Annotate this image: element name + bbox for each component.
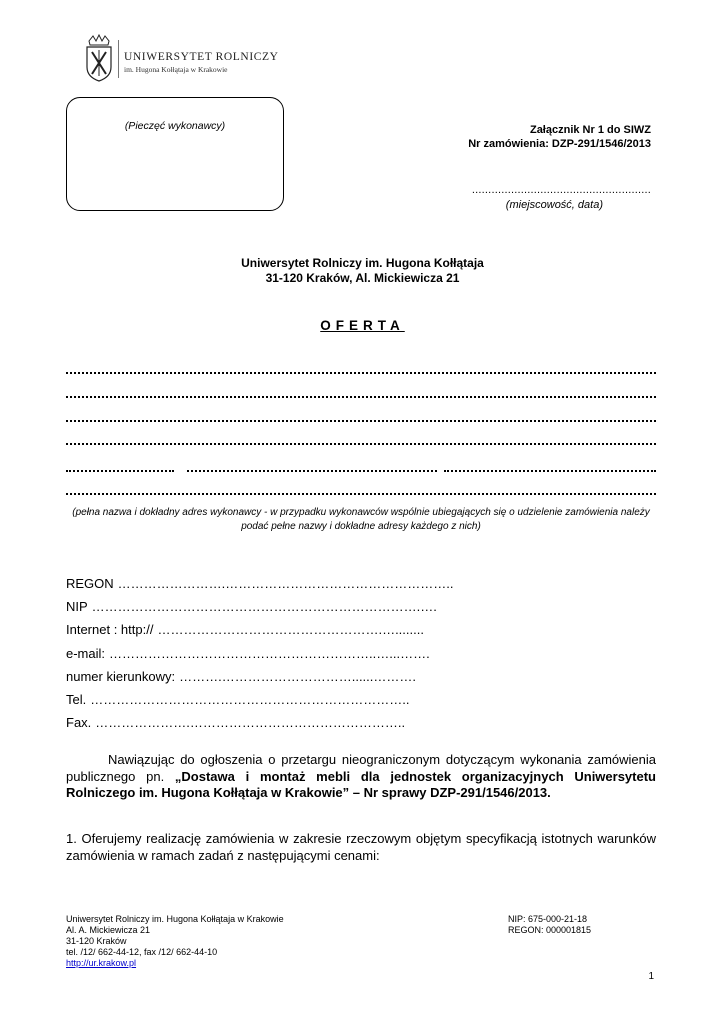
footer-nip: NIP: 675-000-21-18 xyxy=(508,914,588,924)
page-number: 1 xyxy=(648,971,654,982)
fax-field[interactable] xyxy=(66,715,405,730)
field-dots: ……………………………………………………………….. xyxy=(90,692,410,707)
contractor-address-line[interactable] xyxy=(66,420,656,422)
contractor-address-line[interactable] xyxy=(66,443,656,445)
field-label: numer kierunkowy: xyxy=(66,669,176,684)
phone-field[interactable] xyxy=(66,692,409,707)
field-label: Tel. xyxy=(66,692,87,707)
place-date-caption: (miejscowość, data) xyxy=(505,199,603,211)
regon-field[interactable] xyxy=(66,576,454,591)
logo-title: UNIWERSYTET ROLNICZY xyxy=(124,51,279,63)
intro-text: Nawiązując do ogłoszenia o przetargu nieograniczonym dotyczącym wykonania zamówienia publicznego pn. xyxy=(66,752,656,784)
field-dots: …………………….…………………………………………….. xyxy=(117,576,454,591)
contractor-address-line[interactable] xyxy=(66,396,656,398)
order-number: Nr zamówienia: DZP-291/1546/2013 xyxy=(468,138,651,150)
field-dots: ……………………………………………………..…...……. xyxy=(109,646,430,661)
field-label: REGON xyxy=(66,576,114,591)
intro-paragraph xyxy=(66,752,656,802)
university-crest-icon xyxy=(84,33,114,83)
logo-subtitle: im. Hugona Kołłątaja w Krakowie xyxy=(124,65,228,74)
footer-ids xyxy=(508,914,591,936)
nip-field[interactable] xyxy=(66,599,437,614)
tender-name: „Dostawa i montaż mebli dla jednostek organizacyjnych Uniwersytetu Rolniczego im. Hugona Kołłątaja w Krakowie” – Nr sprawy DZP-291/1546/2013. xyxy=(66,768,656,800)
footer-address xyxy=(66,914,284,969)
field-dots: …………………………………………….…........ xyxy=(157,622,424,637)
contractor-address-line[interactable] xyxy=(66,493,656,495)
offer-paragraph: 1. Oferujemy realizację zamówienia w zakresie rzeczowym objętym specyfikacją istotnych warunków zamówienia w ramach zadań z następującymi cenami: xyxy=(66,831,656,863)
field-label: Internet : http:// xyxy=(66,622,154,637)
contractor-address-line[interactable] xyxy=(66,470,174,472)
footer-line: 31-120 Kraków xyxy=(66,936,127,946)
area-code-field[interactable] xyxy=(66,669,416,684)
document-title: OFERTA xyxy=(320,318,405,333)
footer-line: Al. A. Mickiewicza 21 xyxy=(66,925,151,935)
field-label: e-mail: xyxy=(66,646,106,661)
contractor-address-line[interactable] xyxy=(444,470,656,472)
contractor-stamp-box xyxy=(66,97,284,211)
email-field[interactable] xyxy=(66,646,430,661)
field-dots: ………………….………………………………………….. xyxy=(95,715,406,730)
field-dots: ……….…………………………......………. xyxy=(179,669,417,684)
annex-label: Załącznik Nr 1 do SIWZ xyxy=(529,124,651,136)
field-label: Fax. xyxy=(66,715,92,730)
addressee-name: Uniwersytet Rolniczy im. Hugona Kołłątaja xyxy=(241,256,484,270)
stamp-label: (Pieczęć wykonawcy) xyxy=(124,120,226,132)
place-date-field[interactable]: ....................................................... xyxy=(471,184,651,196)
internet-field[interactable] xyxy=(66,622,424,637)
addressee-address: 31-120 Kraków, Al. Mickiewicza 21 xyxy=(265,271,460,285)
logo-divider xyxy=(118,40,119,78)
field-dots: ………………………………………………………………….…. xyxy=(91,599,437,614)
footer-regon: REGON: 000001815 xyxy=(508,925,592,935)
contractor-address-line[interactable] xyxy=(187,470,437,472)
footer-line: Uniwersytet Rolniczy im. Hugona Kołłątaja w Krakowie xyxy=(66,914,284,924)
footer-line: tel. /12/ 662-44-12, fax /12/ 662-44-10 xyxy=(66,947,218,957)
contractor-address-line[interactable] xyxy=(66,372,656,374)
field-label: NIP xyxy=(66,599,88,614)
footer-website-link[interactable]: http://ur.krakow.pl xyxy=(66,958,137,968)
address-note: (pełna nazwa i dokładny adres wykonawcy - w przypadku wykonawców wspólnie ubiegających się o udzielenie zamówienia należy podać pełne nazwy i dokładne adresy każdego z nich) xyxy=(72,507,650,532)
